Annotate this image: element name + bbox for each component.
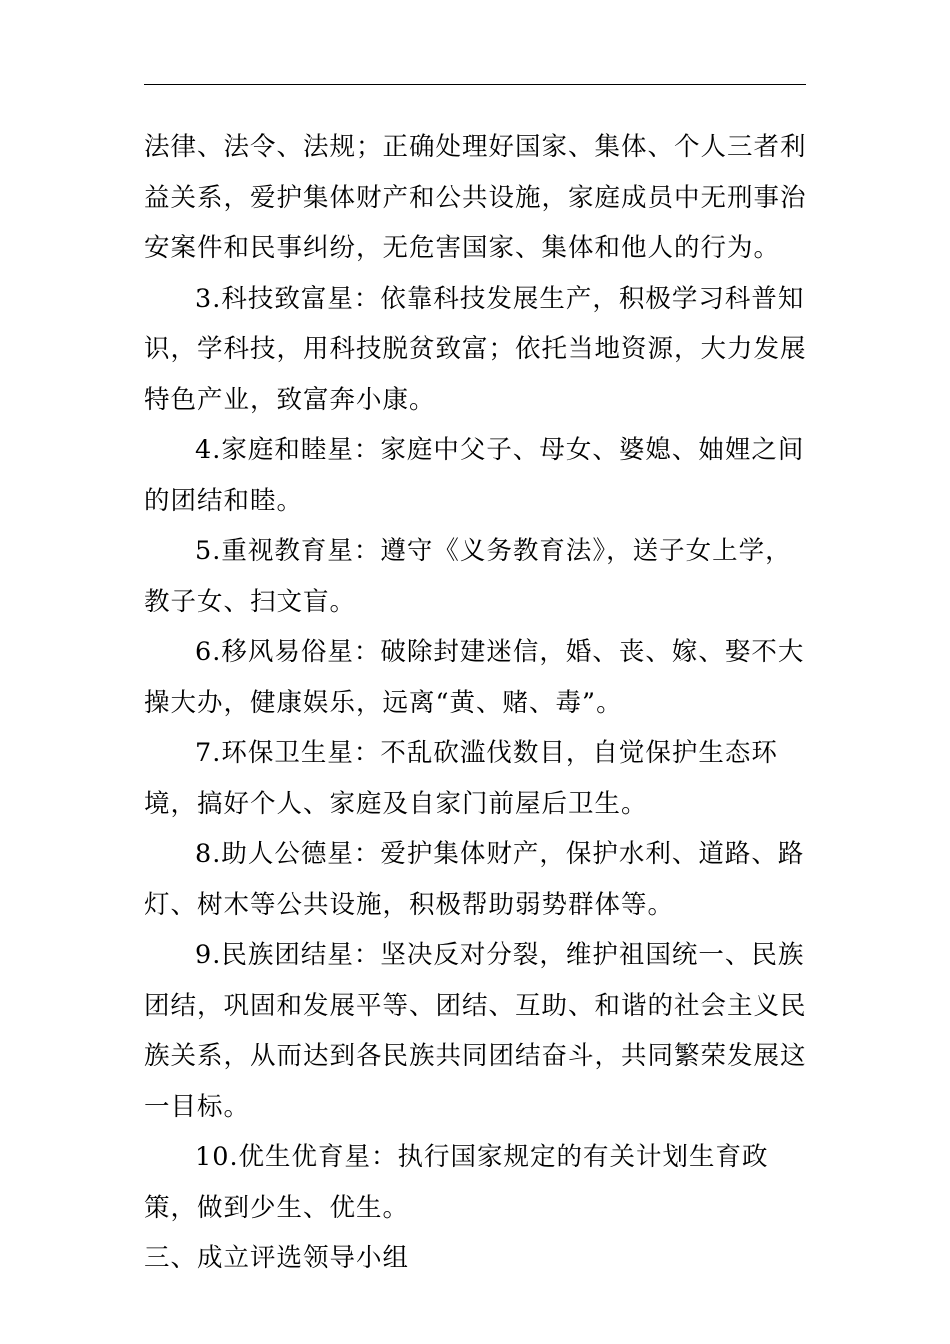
- document-body: [144, 122, 812, 1284]
- list-item: 10.优生优育星：执行国家规定的有关计划生育政策，做到少生、优生。: [144, 1142, 769, 1223]
- list-item: 4.家庭和睦星：家庭中父子、母女、婆媳、妯娌之间的团结和睦。: [144, 435, 805, 516]
- list-item: 3.科技致富星：依靠科技发展生产，积极学习科普知识，学科技，用科技脱贫致富；依托当地资源，大力发展特色产业，致富奔小康。: [144, 283, 807, 415]
- list-item: 9.民族团结星：坚决反对分裂，维护祖国统一、民族团结，巩固和发展平等、团结、互助、和谐的社会主义民族关系，从而达到各民族共同团结奋斗，共同繁荣发展这一目标。: [144, 940, 807, 1122]
- section-heading: 三、成立评选领导小组: [144, 1243, 410, 1273]
- list-item: 5.重视教育星：遵守《义务教育法》，送子女上学，教子女、扫文盲。: [144, 536, 792, 617]
- list-item: 8.助人公德星：爱护集体财产，保护水利、道路、路灯、树木等公共设施，积极帮助弱势群体等。: [144, 839, 805, 920]
- list-item: 6.移风易俗星：破除封建迷信，婚、丧、嫁、娶不大操大办，健康娱乐，远离“黄、赌、毒”。: [144, 637, 805, 718]
- header-rule: [144, 84, 806, 85]
- list-item: 7.环保卫生星：不乱砍滥伐数目，自觉保护生态环境，搞好个人、家庭及自家门前屋后卫生。: [144, 738, 778, 819]
- continuation-paragraph: 法律、法令、法规；正确处理好国家、集体、个人三者利益关系，爱护集体财产和公共设施，家庭成员中无刑事治安案件和民事纠纷，无危害国家、集体和他人的行为。: [144, 132, 807, 263]
